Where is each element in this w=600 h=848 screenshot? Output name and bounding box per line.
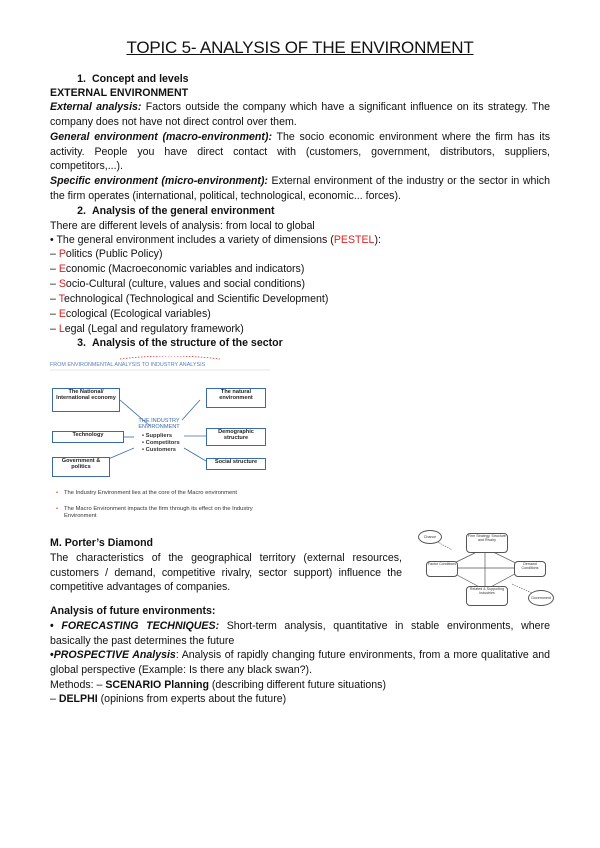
porter-diamond-diagram: [416, 528, 554, 608]
diamond-related-industries: Related & Supporting Industries: [466, 586, 508, 606]
porter-paragraph: The characteristics of the geographical territory (external resources, customers / demand, competitive rivalry, sector support) influence the competitive advantages of companies.: [50, 552, 402, 594]
pestel-letter: T: [58, 293, 64, 305]
dash: –: [50, 248, 59, 260]
box-natural-environment: The natural environment: [206, 388, 266, 408]
pestel-letter: S: [58, 278, 66, 290]
future-heading: Analysis of future environments:: [50, 605, 216, 617]
pestel-text: cological (Ecological variables): [65, 308, 211, 320]
levels-line: There are different levels of analysis: from local to global: [50, 220, 315, 232]
center-item: • Customers: [142, 447, 176, 453]
section-number: 3.: [77, 337, 86, 349]
specific-environment-paragraph: [50, 174, 550, 203]
pestel-text: ocio-Cultural (culture, values and social conditions): [65, 278, 305, 290]
pestel-text: conomic (Macroeconomic variables and indicators): [65, 263, 305, 275]
diamond-chance: Chance: [418, 530, 442, 544]
porter-heading: M. Porter’s Diamond: [50, 537, 154, 549]
term: External analysis:: [50, 101, 142, 113]
section-3-heading: [50, 336, 550, 351]
dash: –: [50, 693, 59, 705]
pestel-item: [50, 262, 550, 277]
definition: (opinions from experts about the future): [97, 693, 287, 705]
figure-caption: FROM ENVIRONMENTAL ANALYSIS TO INDUSTRY ANALYSIS: [50, 362, 206, 368]
delphi-line: [50, 692, 550, 707]
prospective-paragraph: [50, 648, 550, 677]
center-item: • Suppliers: [142, 433, 173, 439]
pestel-letter: L: [58, 323, 65, 335]
pestel-item: [50, 307, 550, 322]
note-bullet: •: [56, 506, 59, 512]
term: General environment (macro-environment):: [50, 131, 272, 143]
term: PROSPECTIVE Analysis: [53, 649, 176, 661]
pestel-intro-post: ):: [374, 234, 381, 246]
pestel-letter: E: [58, 263, 66, 275]
pestel-text: olitics (Public Policy): [65, 248, 163, 260]
pestel-item: [50, 292, 550, 307]
box-demographic-structure: Demographic structure: [206, 428, 266, 446]
diamond-factor-conditions: Factor Conditions: [426, 561, 458, 577]
dash: –: [50, 308, 59, 320]
pestel-item: [50, 322, 550, 337]
pestel-text: echnological (Technological and Scientific Development): [63, 293, 329, 305]
center-item: • Competitors: [142, 440, 180, 446]
section-1-heading: [50, 72, 550, 87]
pestel-acronym: PESTEL: [333, 234, 375, 246]
pestel-intro-pre: • The general environment includes a variety of dimensions (: [50, 234, 334, 246]
pestel-intro: [50, 233, 550, 248]
external-analysis-paragraph: [50, 100, 550, 129]
definition: (describing different future situations): [208, 679, 387, 691]
box-government-politics: Government & politics: [52, 457, 110, 477]
definition: Factors outside the company which have a significant influence on its strategy. The company does not have not direct control over them.: [50, 101, 551, 128]
section-title: Analysis of the general environment: [92, 205, 275, 217]
dash: –: [50, 263, 59, 275]
term: SCENARIO Planning: [105, 679, 209, 691]
pestel-letter: E: [58, 308, 66, 320]
pestel-letter: P: [58, 248, 66, 260]
dash: –: [50, 278, 59, 290]
page-title: TOPIC 5- ANALYSIS OF THE ENVIRONMENT: [126, 38, 474, 57]
diamond-government: Government: [528, 590, 554, 606]
pestel-item: [50, 247, 550, 262]
dash: –: [50, 293, 59, 305]
term: Specific environment (micro-environment):: [50, 175, 268, 187]
diamond-firm-strategy: Firm Strategy, Structure and Rivalry: [466, 533, 508, 553]
definition: Short-term analysis, quantitative in stable environments, where basically the past determines the future: [50, 620, 550, 647]
bullet: •: [50, 649, 54, 661]
box-national-economy: The National/ International economy: [52, 388, 120, 412]
term: DELPHI: [58, 693, 98, 705]
definition: External environment of the industry or the sector in which the firm operates (international, political, technological, economic... forces).: [50, 175, 550, 202]
methods-label: Methods: –: [50, 679, 106, 691]
dash: –: [50, 323, 59, 335]
box-social-structure: Social structure: [206, 458, 266, 470]
definition: The socio economic environment where the firm has its activity. People you have direct contact with (customers, government, distributors, suppliers, competitors,...).: [50, 131, 550, 173]
external-environment-heading: EXTERNAL ENVIRONMENT: [50, 87, 189, 99]
section-number: 1.: [77, 73, 86, 85]
methods-line: [50, 678, 550, 693]
definition: : Analysis of rapidly changing future environments, from a more qualitative and global perspective (Example: Is there any black swan?).: [50, 649, 550, 676]
industry-environment-title: THE INDUSTRY ENVIRONMENT: [138, 418, 180, 430]
figure-note-2: The Macro Environment impacts the firm through its effect on the Industry Environment: [64, 506, 253, 519]
note-bullet: •: [56, 490, 59, 496]
pestel-item: [50, 277, 550, 292]
section-title: Concept and levels: [92, 73, 189, 85]
pestel-text: egal (Legal and regulatory framework): [64, 323, 244, 335]
term: FORECASTING TECHNIQUES:: [61, 620, 220, 632]
box-technology: Technology: [52, 431, 124, 443]
section-number: 2.: [77, 205, 86, 217]
forecasting-paragraph: [50, 619, 550, 648]
industry-environment-figure: [50, 356, 270, 526]
figure-note-1: The Industry Environment lies at the core of the Macro environment: [64, 490, 238, 496]
section-title: Analysis of the structure of the sector: [92, 337, 283, 349]
bullet: •: [50, 620, 62, 632]
diamond-demand-conditions: Demand Conditions: [514, 561, 546, 577]
general-environment-paragraph: [50, 130, 550, 174]
section-2-heading: [50, 204, 550, 219]
